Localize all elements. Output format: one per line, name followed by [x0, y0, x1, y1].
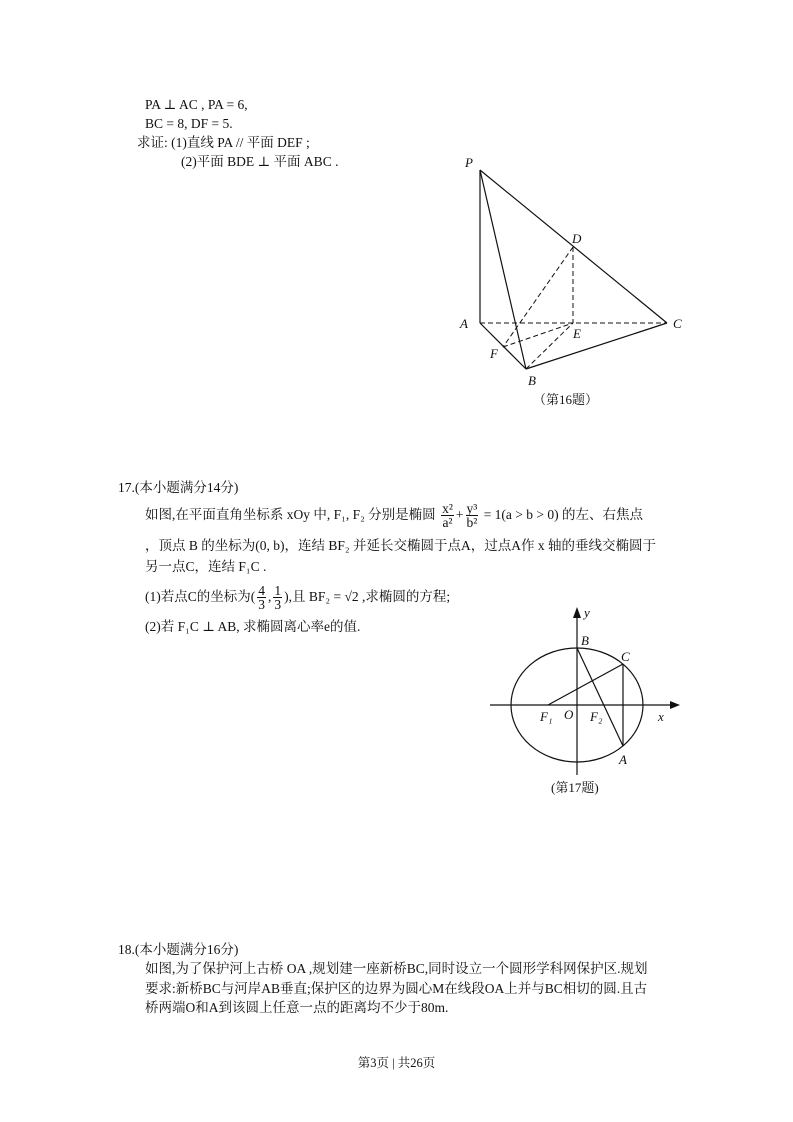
q17-line-2: ，顶点 B 的坐标为(0, b)，连结 BF₂ 并延长交椭圆于点A，过点A作 x 轴的垂线交椭圆于 [145, 538, 656, 553]
label-E: E [573, 326, 581, 341]
frac-den: a² [442, 515, 453, 531]
fraction-1-3 [273, 584, 282, 611]
label-P: P [465, 155, 473, 170]
q18-header: 18.(本小题满分16分) [118, 942, 239, 957]
y-axis-arrow-icon [573, 607, 581, 618]
label-B17: B [581, 633, 589, 648]
q17-line-1b: = 1(a > b > 0) 的左、右焦点 [483, 507, 644, 522]
q18-line-3: 桥两端O和A到该圆上任意一点的距离均不少于80m. [145, 1000, 449, 1015]
q16-caption: （第16题） [533, 392, 599, 407]
plus: + [455, 507, 464, 522]
page-footer: 第3页 | 共26页 [357, 1056, 436, 1070]
frac-num: x² [442, 501, 453, 517]
frac-num: 4 [258, 583, 265, 599]
q17-caption: (第17题) [551, 780, 599, 795]
q17-line-3: 另一点C，连结 F₁C . [145, 559, 267, 574]
fraction-y3-b2 [466, 502, 479, 529]
frac-num: y³ [466, 501, 478, 517]
q17-part-1: (1)若点C的坐标为( $\frac{4}{3}$ , $\frac{1}{3}$ ),且 BF₂ = √2 ,求椭圆的方程; [145, 583, 451, 613]
frac-num: 1 [274, 583, 282, 599]
label-F2: F₂ [590, 709, 603, 724]
label-C: C [673, 316, 682, 331]
label-F: F [490, 346, 498, 361]
label-A: A [460, 316, 468, 331]
label-y: y [584, 605, 590, 620]
q16-condition-2: BC = 8, DF = 5. [145, 116, 233, 131]
label-A17: A [619, 752, 627, 767]
frac-den: b² [466, 515, 478, 531]
q18-line-1: 如图,为了保护河上古桥 OA ,规划建一座新桥BC,同时设立一个圆形学科网保护区.规划 [145, 961, 648, 976]
x-axis-arrow-icon [670, 701, 680, 709]
q17-line-1a: 如图,在平面直角坐标系 xOy 中, F₁, F₂ 分别是椭圆 [145, 507, 436, 522]
frac-den: 3 [274, 597, 282, 613]
label-F1: F₁ [540, 709, 553, 724]
label-C17: C [621, 649, 630, 664]
label-x: x [658, 709, 664, 724]
q16-prove-1: 求证: (1)直线 PA // 平面 DEF ; [137, 135, 310, 150]
fraction-x2-a2 [441, 502, 454, 529]
q17-line-1 [145, 500, 643, 530]
label-O: O [564, 707, 574, 722]
q17-part-1b: ),且 BF₂ = √2 ,求椭圆的方程; [284, 589, 451, 604]
frac-den: 3 [258, 597, 265, 613]
q18-line-2: 要求:新桥BC与河岸AB垂直;保护区的边界为圆心M在线段OA上并与BC相切的圆.且古 [145, 981, 648, 996]
q17-header: 17.(本小题满分14分) [118, 480, 239, 495]
fraction-4-3 [257, 584, 266, 611]
q16-prove-2: (2)平面 BDE ⊥ 平面 ABC . [181, 154, 339, 169]
q17-part-1a: (1)若点C的坐标为( [145, 589, 256, 604]
q16-condition-1: PA ⊥ AC , PA = 6, [145, 97, 248, 112]
label-B: B [528, 373, 536, 388]
label-D: D [572, 231, 582, 246]
q17-part-2: (2)若 F₁C ⊥ AB, 求椭圆离心率e的值. [145, 619, 361, 634]
